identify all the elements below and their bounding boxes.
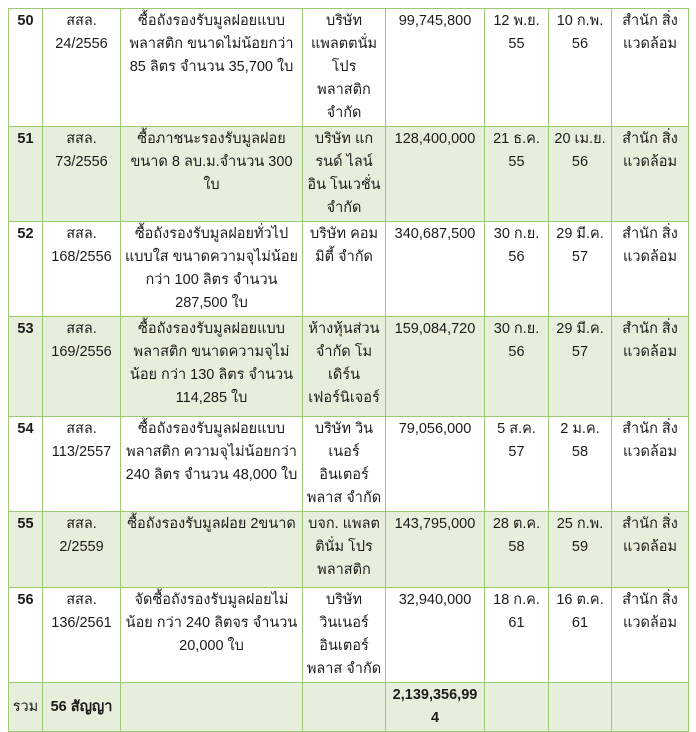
cell-seq: 56	[9, 588, 43, 683]
cell-end-date: 20 เม.ย. 56	[549, 127, 612, 222]
cell-sign-date: 21 ธ.ค. 55	[485, 127, 549, 222]
cell-seq: 51	[9, 127, 43, 222]
cell-empty	[549, 683, 612, 732]
table-row	[9, 588, 689, 683]
cell-project: ซื้อถังรองรับมูลฝอยแบบ พลาสติก ขนาดไม่น้อยกว่า 85 ลิตร จำนวน 35,700 ใบ	[121, 9, 303, 127]
cell-project: ซื้อถังรองรับมูลฝอย 2ขนาด	[121, 512, 303, 588]
table-row	[9, 9, 689, 127]
cell-end-date: 29 มี.ค. 57	[549, 317, 612, 417]
cell-empty	[121, 683, 303, 732]
cell-sign-date: 5 ส.ค. 57	[485, 417, 549, 512]
cell-sign-date: 30 ก.ย. 56	[485, 222, 549, 317]
cell-project: ซื้อภาชนะรองรับมูลฝอยขนาด 8 ลบ.ม.จำนวน 300 ใบ	[121, 127, 303, 222]
cell-agency: สำนัก สิ่งแวดล้อม	[612, 317, 689, 417]
cell-agency: สำนัก สิ่งแวดล้อม	[612, 417, 689, 512]
cell-vendor: บริษัท คอม มิตี้ จำกัด	[303, 222, 386, 317]
cell-seq: 55	[9, 512, 43, 588]
cell-seq: 50	[9, 9, 43, 127]
cell-amount: 128,400,000	[386, 127, 485, 222]
cell-agency: สำนัก สิ่งแวดล้อม	[612, 512, 689, 588]
cell-amount: 143,795,000	[386, 512, 485, 588]
cell-contract-no: สสล. 2/2559	[43, 512, 121, 588]
table-row	[9, 222, 689, 317]
cell-amount: 159,084,720	[386, 317, 485, 417]
cell-agency: สำนัก สิ่งแวดล้อม	[612, 588, 689, 683]
cell-vendor: บริษัท วิน เนอร์ อินเตอร์ พลาส จำกัด	[303, 417, 386, 512]
cell-agency: สำนัก สิ่งแวดล้อม	[612, 222, 689, 317]
table-row	[9, 417, 689, 512]
cell-vendor: บจก. แพลตตินั่ม โปร พลาสติก	[303, 512, 386, 588]
cell-amount: 340,687,500	[386, 222, 485, 317]
cell-amount: 32,940,000	[386, 588, 485, 683]
cell-contract-no: สสล. 24/2556	[43, 9, 121, 127]
cell-agency: สำนัก สิ่งแวดล้อม	[612, 127, 689, 222]
cell-project: จัดซื้อถังรองรับมูลฝอยไม่น้อย กว่า 240 ลิตจร จำนวน 20,000 ใบ	[121, 588, 303, 683]
cell-vendor: ห้างหุ้นส่วน จำกัด โมเดิร์น เฟอร์นิเจอร์	[303, 317, 386, 417]
table-row	[9, 512, 689, 588]
cell-contract-no: สสล. 136/2561	[43, 588, 121, 683]
cell-sign-date: 28 ต.ค. 58	[485, 512, 549, 588]
cell-seq: 53	[9, 317, 43, 417]
cell-end-date: 25 ก.พ. 59	[549, 512, 612, 588]
cell-contract-no: สสล. 169/2556	[43, 317, 121, 417]
cell-sign-date: 12 พ.ย. 55	[485, 9, 549, 127]
table-total-row	[9, 683, 689, 732]
cell-end-date: 16 ต.ค. 61	[549, 588, 612, 683]
cell-total-contracts: 56 สัญญา	[43, 683, 121, 732]
cell-total-amount: 2,139,356,994	[386, 683, 485, 732]
cell-end-date: 2 ม.ค. 58	[549, 417, 612, 512]
cell-vendor: บริษัท แกรนด์ ไลน์ อิน โนเวชั่น จำกัด	[303, 127, 386, 222]
cell-amount: 99,745,800	[386, 9, 485, 127]
cell-sign-date: 18 ก.ค. 61	[485, 588, 549, 683]
cell-contract-no: สสล. 113/2557	[43, 417, 121, 512]
cell-empty	[303, 683, 386, 732]
cell-end-date: 10 ก.พ. 56	[549, 9, 612, 127]
cell-seq: 52	[9, 222, 43, 317]
cell-total-label: รวม	[9, 683, 43, 732]
table-row	[9, 317, 689, 417]
cell-vendor: บริษัท แพลตตนั่ม โปร พลาสติก จำกัด	[303, 9, 386, 127]
cell-sign-date: 30 ก.ย. 56	[485, 317, 549, 417]
cell-seq: 54	[9, 417, 43, 512]
cell-project: ซื้อถังรองรับมูลฝอยทั่วไปแบบใส ขนาดความจุไม่น้อยกว่า 100 ลิตร จำนวน 287,500 ใบ	[121, 222, 303, 317]
cell-end-date: 29 มี.ค. 57	[549, 222, 612, 317]
cell-vendor: บริษัทวินเนอร์ อินเตอร์ พลาส จำกัด	[303, 588, 386, 683]
cell-contract-no: สสล. 168/2556	[43, 222, 121, 317]
cell-project: ซื้อถังรองรับมูลฝอยแบบ พลาสติก ความจุไม่น้อยกว่า 240 ลิตร จำนวน 48,000 ใบ	[121, 417, 303, 512]
cell-project: ซื้อถังรองรับมูลฝอยแบบ พลาสติก ขนาดความจุไม่น้อย กว่า 130 ลิตร จำนวน 114,285 ใบ	[121, 317, 303, 417]
cell-empty	[612, 683, 689, 732]
cell-empty	[485, 683, 549, 732]
cell-agency: สำนัก สิ่งแวดล้อม	[612, 9, 689, 127]
cell-amount: 79,056,000	[386, 417, 485, 512]
contracts-table	[8, 8, 689, 732]
table-row	[9, 127, 689, 222]
cell-contract-no: สสล. 73/2556	[43, 127, 121, 222]
